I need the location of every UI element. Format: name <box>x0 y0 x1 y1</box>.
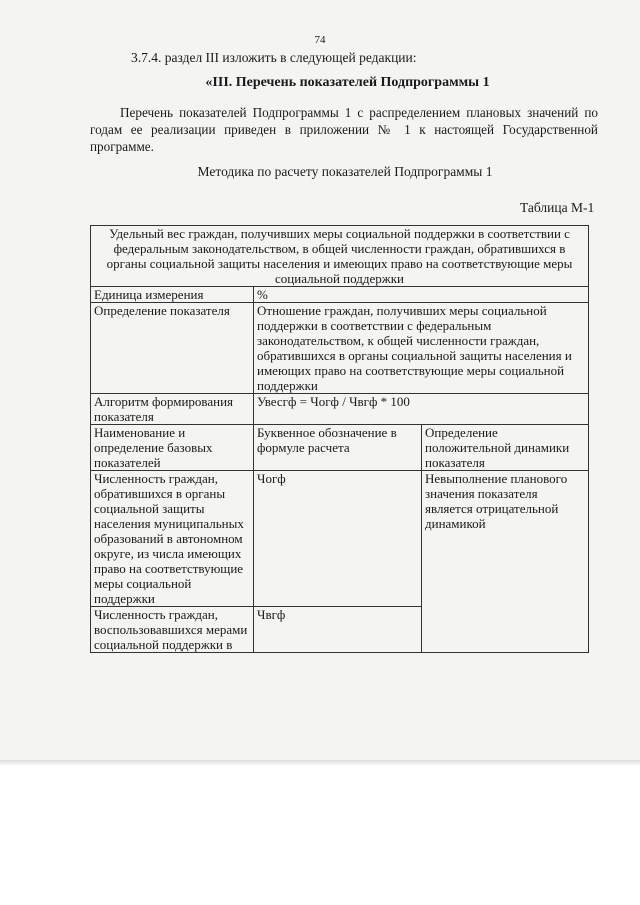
definition-label: Определение показателя <box>91 303 254 394</box>
definition-value: Отношение граждан, получивших меры социальной поддержки в соответствии с федеральным законодательством, к общей численности граждан, обратившихся в органы социальной защиты населения и имеющих право на соответствующие меры социальной поддержки <box>254 303 589 394</box>
row2-name: Численность граждан, воспользовавшихся мерами социальной поддержки в <box>91 607 254 653</box>
section-heading: «III. Перечень показателей Подпрограммы 1 <box>205 75 490 90</box>
unit-value: % <box>254 287 589 303</box>
row1-symbol: Чогф <box>254 471 422 607</box>
header-dynamics: Определение положительной динамики показателя <box>422 425 589 471</box>
unit-label: Единица измерения <box>91 287 254 303</box>
indicator-title: Удельный вес граждан, получивших меры социальной поддержки в соответствии с федеральным законодательством, в общей численности граждан, обратившихся в органы социальной защиты населения и имеющих право на соответствующие меры социальной поддержки <box>91 226 589 287</box>
indicator-table <box>90 225 589 653</box>
row1-dynamics: Невыполнение планового значения показателя является отрицательной динамикой <box>422 471 589 653</box>
table-row <box>91 471 589 607</box>
row2-symbol: Чвгф <box>254 607 422 653</box>
table-row <box>91 303 589 394</box>
table-label: Таблица М-1 <box>520 200 595 215</box>
table-row <box>91 394 589 425</box>
method-title: Методика по расчету показателей Подпрограммы 1 <box>197 164 493 179</box>
algorithm-formula: Увесгф = Чогф / Чвгф * 100 <box>254 394 589 425</box>
scan-edge <box>0 760 640 766</box>
table-row <box>91 287 589 303</box>
header-base-indicators: Наименование и определение базовых показателей <box>91 425 254 471</box>
header-symbol: Буквенное обозначение в формуле расчета <box>254 425 422 471</box>
row1-name: Численность граждан, обратившихся в органы социальной защиты населения муниципальных образований в автономном округе, из числа имеющих право на соответствующие меры социальной поддержки <box>91 471 254 607</box>
algorithm-label: Алгоритм формирования показателя <box>91 394 254 425</box>
intro-paragraph: Перечень показателей Подпрограммы 1 с распределением плановых значений по годам ее реализации приведен в приложении № 1 к настоящей Государственной программе. <box>90 105 598 154</box>
table-row <box>91 226 589 287</box>
table-row <box>91 425 589 471</box>
section-line: 3.7.4. раздел III изложить в следующей редакции: <box>131 50 417 65</box>
page-number: 74 <box>314 34 326 46</box>
